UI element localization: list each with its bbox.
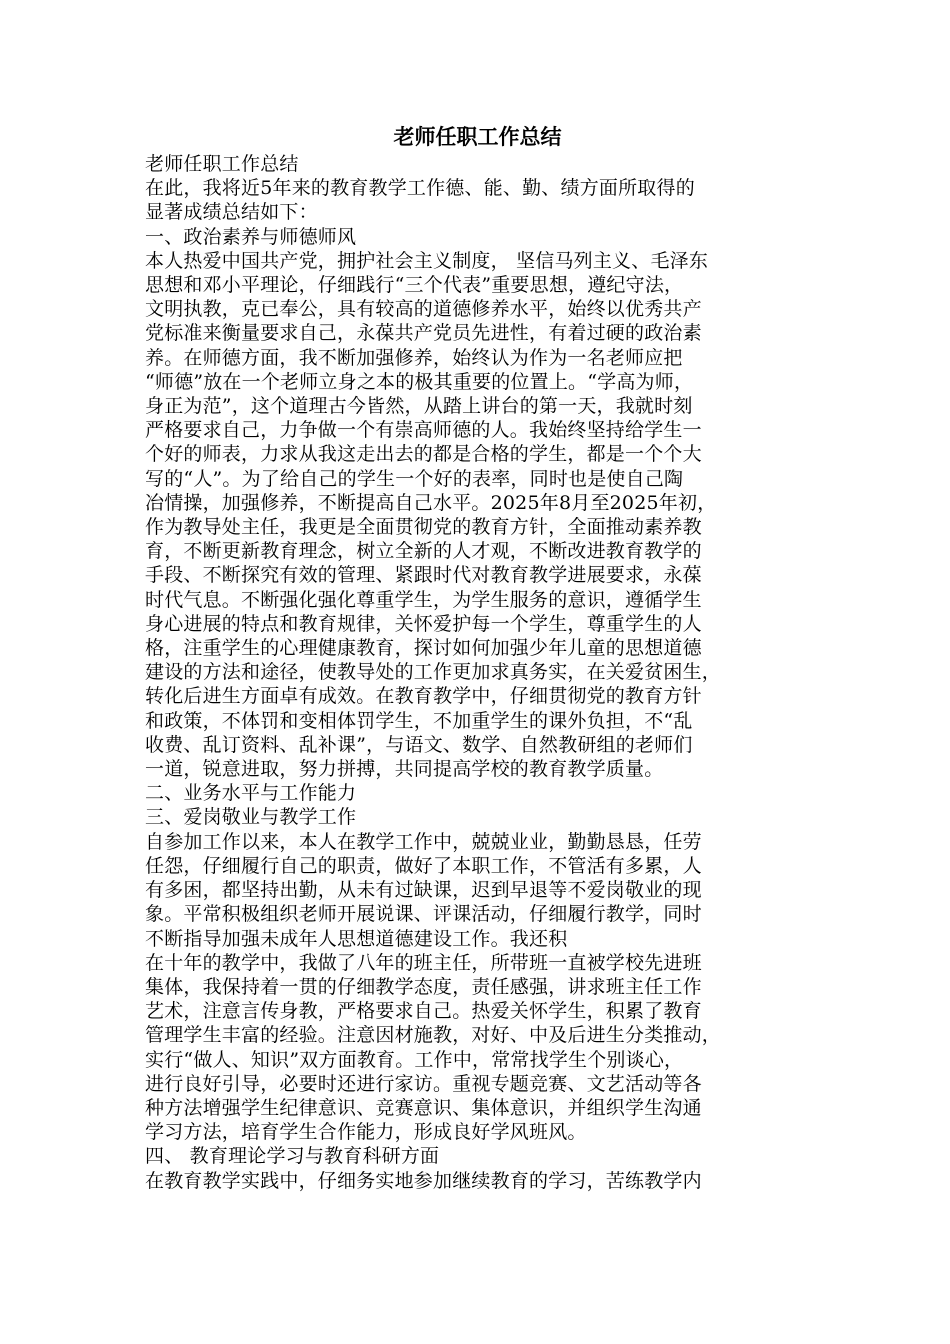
document-body — [145, 152, 810, 1193]
text-line: 写的“人”。为了给自己的学生一个好的表率，同时也是使自己陶 — [145, 467, 684, 490]
text-line: 本人热爱中国共产党，拥护社会主义制度， 坚信马列主义、毛泽东 — [145, 249, 709, 272]
text-line: 显著成绩总结如下： — [145, 201, 318, 224]
text-line: 党标准来衡量要求自己，永葆共产党员先进性，有着过硬的政治素 — [145, 322, 702, 345]
text-line: 自参加工作以来，本人在教学工作中，兢兢业业，勤勤恳恳，任劳 — [145, 830, 702, 853]
text-line: 身心进展的特点和教育规律，关怀爱护每一个学生，尊重学生的人 — [145, 612, 702, 635]
section-heading: 二、业务水平与工作能力 — [145, 782, 357, 805]
text-line: 收费、乱订资料、乱补课”，与语文、数学、自然教研组的老师们 — [145, 733, 693, 756]
text-line: 艺术，注意言传身教，严格要求自己。热爱关怀学生，积累了教育 — [145, 1000, 702, 1023]
text-line: 时代气息。不断强化强化尊重学生，为学生服务的意识，遵循学生 — [145, 588, 702, 611]
text-line: 学习方法，培育学生合作能力，形成良好学风班风。 — [145, 1121, 587, 1144]
text-line: 进行良好引导，必要时还进行家访。重视专题竞赛、文艺活动等各 — [145, 1072, 702, 1095]
section-heading: 一、政治素养与师德师风 — [145, 225, 357, 248]
text-line: 和政策，不体罚和变相体罚学生，不加重学生的课外负担，不“乱 — [145, 709, 693, 732]
text-line: 在教育教学实践中，仔细务实地参加继续教育的学习，苦练教学内 — [145, 1169, 702, 1192]
text-line: 管理学生丰富的经验。注意因材施教，对好、中及后进生分类推动， — [145, 1024, 722, 1047]
text-line: 育，不断更新教育理念，树立全新的人才观，不断改进教育教学的 — [145, 540, 702, 563]
text-line: 不断指导加强未成年人思想道德建设工作。我还积 — [145, 927, 568, 950]
text-line: 在此，我将近5年来的教育教学工作德、能、勤、绩方面所取得的 — [145, 177, 695, 200]
text-line: 格，注重学生的心理健康教育，探讨如何加强少年儿童的思想道德 — [145, 637, 702, 660]
text-line: 个好的师表，力求从我这走出去的都是合格的学生，都是一个个大 — [145, 443, 702, 466]
text-line: 一道，锐意进取，努力拼搏，共同提高学校的教育教学质量。 — [145, 758, 664, 781]
section-heading: 三、爱岗敬业与教学工作 — [145, 806, 357, 829]
text-line: 在十年的教学中，我做了八年的班主任，所带班一直被学校先进班 — [145, 951, 702, 974]
text-line: 转化后进生方面卓有成效。在教育教学中，仔细贯彻党的教育方针 — [145, 685, 702, 708]
text-line: 有多困，都坚持出勤，从未有过缺课，迟到早退等不爱岗敬业的现 — [145, 879, 702, 902]
section-heading: 四、 教育理论学习与教育科研方面 — [145, 1145, 440, 1168]
text-line: 老师任职工作总结 — [145, 153, 299, 175]
text-line: 手段、不断探究有效的管理、紧跟时代对教育教学进展要求，永葆 — [145, 564, 702, 587]
text-line: 养。在师德方面，我不断加强修养，始终认为作为一名老师应把 — [145, 346, 683, 369]
text-line: 建设的方法和途径，使教导处的工作更加求真务实，在关爱贫困生， — [145, 661, 722, 684]
text-line: 实行“做人、知识”双方面教育。工作中，常常找学生个别谈心， — [145, 1048, 684, 1071]
document-page — [145, 122, 810, 1193]
text-line: 种方法增强学生纪律意识、竞赛意识、集体意识，并组织学生沟通 — [145, 1096, 702, 1119]
text-line: 文明执教，克已奉公，具有较高的道德修养水平，始终以优秀共产 — [145, 298, 702, 321]
text-line: 冶情操，加强修养，不断提高自己水平。2025年8月至2025年初， — [145, 491, 717, 514]
text-line: 思想和邓小平理论，仔细践行“三个代表”重要思想，遵纪守法， — [145, 274, 684, 297]
text-line: 任怨，仔细履行自己的职责，做好了本职工作，不管活有多累，人 — [145, 854, 702, 877]
text-line: 象。平常积极组织老师开展说课、评课活动，仔细履行教学，同时 — [145, 903, 702, 926]
text-line: 集体，我保持着一贯的仔细教学态度，责任感强，讲求班主任工作 — [145, 975, 702, 998]
text-line: 严格要求自己，力争做一个有崇高师德的人。我始终坚持给学生一 — [145, 419, 702, 442]
text-line: 作为教导处主任，我更是全面贯彻党的教育方针，全面推动素养教 — [145, 516, 702, 539]
document-title: 老师任职工作总结 — [393, 125, 562, 149]
text-line: “师德”放在一个老师立身之本的极其重要的位置上。“学高为师， — [145, 370, 694, 393]
text-line: 身正为范”，这个道理古今皆然，从踏上讲台的第一天，我就时刻 — [145, 395, 693, 418]
